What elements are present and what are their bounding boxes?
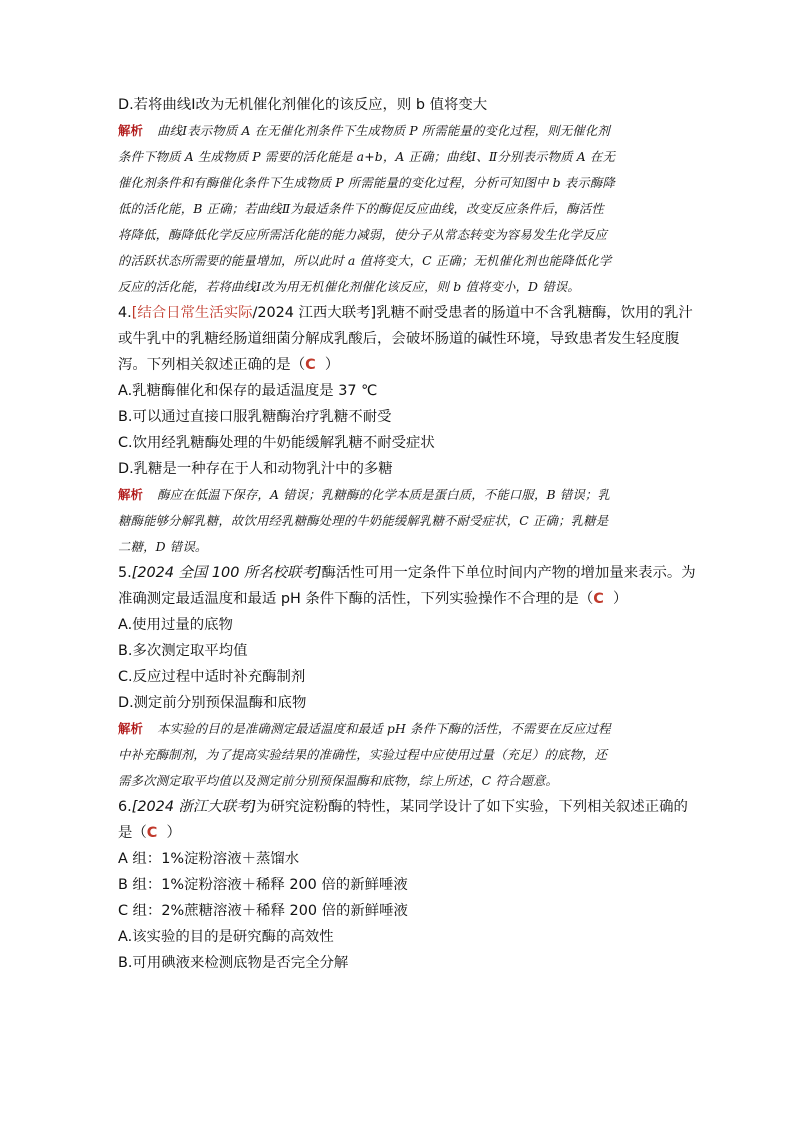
explanation-line: 酶应在低温下保存，A 错误；乳糖酶的化学本质是蛋白质，不能口服，B 错误；乳 xyxy=(157,487,611,502)
explanation-tag: 解析 xyxy=(118,123,144,138)
question-stem: 酶活性可用一定条件下单位时间内产物的增加量来表示。为 xyxy=(321,565,696,581)
question-source: /2024 江西大联考] xyxy=(252,305,377,321)
question-source: [2024 浙江大联考] xyxy=(131,799,257,815)
explanation-line: 本实验的目的是准确测定最适温度和最适 pH 条件下酶的活性，不需要在反应过程 xyxy=(157,721,611,736)
answer-mark: C xyxy=(146,825,158,841)
explanation-line: 中补充酶制剂，为了提高实验结果的准确性，实验过程中应使用过量（充足）的底物，还 xyxy=(118,747,608,762)
question-stem-end: 准确测定最适温度和最适 pH 条件下酶的活性，下列实验操作不合理的是（C ） xyxy=(118,591,628,607)
document-page xyxy=(118,92,696,976)
explanation-tag: 解析 xyxy=(118,487,144,502)
question-stem: 乳糖不耐受患者的肠道中不含乳糖酶，饮用的乳汁 xyxy=(376,305,693,321)
answer-mark: C xyxy=(593,591,604,607)
option-c: C.饮用经乳糖酶处理的牛奶能缓解乳糖不耐受症状 xyxy=(118,435,435,451)
q3-option-d: D.若将曲线Ⅰ改为无机催化剂催化的该反应，则 b 值将变大 xyxy=(118,97,488,113)
question-number: 5. xyxy=(118,565,132,581)
experiment-group-a: A 组：1%淀粉溶液＋蒸馏水 xyxy=(118,851,300,867)
explanation-line: 低的活化能，B 正确；若曲线Ⅱ为最适条件下的酶促反应曲线，改变反应条件后，酶活性 xyxy=(118,201,604,216)
q6-stem xyxy=(118,794,688,820)
explanation-line: 反应的活化能，若将曲线Ⅰ改为用无机催化剂催化该反应，则 b 值将变小，D 错误。 xyxy=(118,279,580,294)
q5-explanation xyxy=(118,716,678,742)
option-a: A.该实验的目的是研究酶的高效性 xyxy=(118,929,334,945)
explanation-line: 糖酶能够分解乳糖，故饮用经乳糖酶处理的牛奶能缓解乳糖不耐受症状，C 正确；乳糖是 xyxy=(118,513,609,528)
option-b: B.可以通过直接口服乳糖酶治疗乳糖不耐受 xyxy=(118,409,392,425)
experiment-group-c: C 组：2%蔗糖溶液＋稀释 200 倍的新鲜唾液 xyxy=(118,903,408,919)
explanation-line: 二糖，D 错误。 xyxy=(118,539,208,554)
explanation-tag: 解析 xyxy=(118,721,144,736)
explanation-line: 将降低，酶降低化学反应所需活化能的能力减弱，使分子从常态转变为容易发生化学反应 xyxy=(118,227,608,242)
question-stem: 或牛乳中的乳糖经肠道细菌分解成乳酸后，会破坏肠道的碱性环境，导致患者发生轻度腹 xyxy=(118,331,680,347)
option-a: A.乳糖酶催化和保存的最适温度是 37 ℃ xyxy=(118,383,378,399)
option-c: C.反应过程中适时补充酶制剂 xyxy=(118,669,306,685)
question-stem-end: 是（C ） xyxy=(118,825,181,841)
q4-stem xyxy=(118,300,693,326)
question-number: 4. xyxy=(118,305,132,321)
q3-explanation xyxy=(118,118,678,144)
question-number: 6. xyxy=(118,799,132,815)
explanation-line: 曲线Ⅰ表示物质 A 在无催化剂条件下生成物质 P 所需能量的变化过程，则无催化剂 xyxy=(157,123,610,138)
question-source-tag: [结合日常生活实际 xyxy=(131,305,253,321)
explanation-line: 催化剂条件和有酶催化条件下生成物质 P 所需能量的变化过程，分析可知图中 b 表示酶降 xyxy=(118,175,615,190)
question-stem-end: 泻。下列相关叙述正确的是（C ） xyxy=(118,357,340,373)
option-b: B.多次测定取平均值 xyxy=(118,643,248,659)
option-d: D.乳糖是一种存在于人和动物乳汁中的多糖 xyxy=(118,461,393,477)
answer-mark: C xyxy=(305,357,316,373)
explanation-line: 需多次测定取平均值以及测定前分别预保温酶和底物，综上所述，C 符合题意。 xyxy=(118,773,559,788)
option-b: B.可用碘液来检测底物是否完全分解 xyxy=(118,955,349,971)
question-stem: 为研究淀粉酶的特性，某同学设计了如下实验，下列相关叙述正确的 xyxy=(256,799,688,815)
explanation-line: 的活跃状态所需要的能量增加，所以此时 a 值将变大，C 正确；无机催化剂也能降低化学 xyxy=(118,253,612,268)
q4-explanation xyxy=(118,482,678,508)
option-a: A.使用过量的底物 xyxy=(118,617,233,633)
q5-stem xyxy=(118,560,696,586)
option-d: D.测定前分别预保温酶和底物 xyxy=(118,695,307,711)
explanation-line: 条件下物质 A 生成物质 P 需要的活化能是 a+b，A 正确；曲线Ⅰ、Ⅱ分别表示物质 A 在无 xyxy=(118,149,616,164)
experiment-group-b: B 组：1%淀粉溶液＋稀释 200 倍的新鲜唾液 xyxy=(118,877,408,893)
question-source: [2024 全国 100 所名校联考] xyxy=(131,565,322,581)
